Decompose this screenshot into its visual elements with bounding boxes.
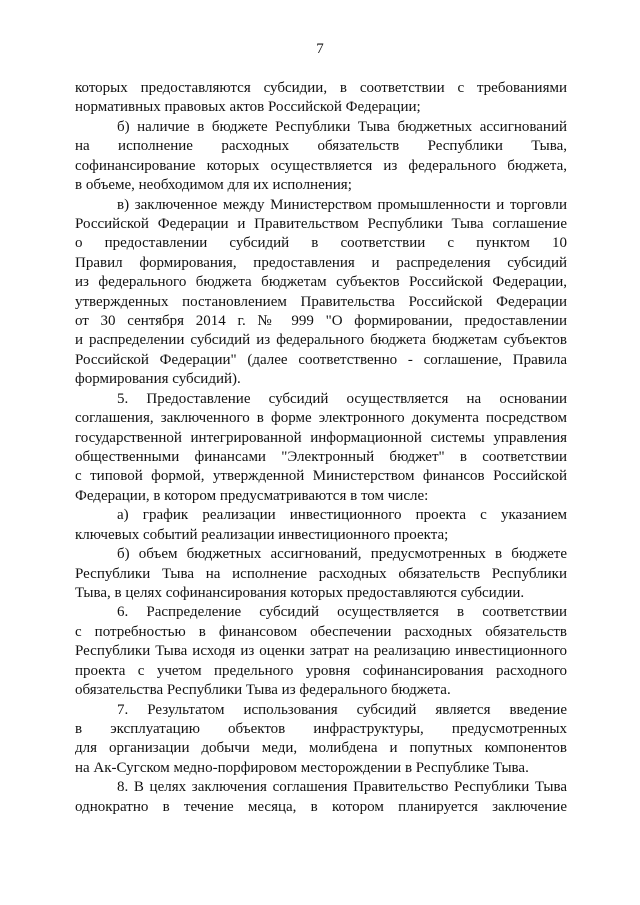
text-line: 8. В целях заключения соглашения Правительство Республики Тыва (117, 779, 567, 796)
text-line: с потребностью в финансовом обеспечении расходных обязательств (75, 623, 567, 640)
text-line: а) график реализации инвестиционного проекта с указанием (117, 507, 567, 524)
text-line: нормативных правовых актов Российской Федерации; (75, 99, 421, 116)
text-line: от 30 сентября 2014 г. № 999 "О формировании, предоставлении (75, 313, 567, 330)
text-line: о предоставлении субсидий в соответствии с пунктом 10 (75, 235, 567, 252)
text-line: формирования субсидий). (75, 371, 241, 388)
text-line: соглашения, заключенного в форме электронного документа посредством (75, 410, 567, 427)
text-line: 7. Результатом использования субсидий является введение (117, 701, 567, 718)
text-line: б) наличие в бюджете Республики Тыва бюджетных ассигнований (117, 118, 567, 135)
text-line: Российской Федерации" (далее соответственно - соглашение, Правила (75, 351, 567, 368)
document-body-text (75, 79, 567, 817)
text-line: из федерального бюджета бюджетам субъектов Российской Федерации, (75, 274, 567, 291)
text-line: которых предоставляются субсидии, в соответствии с требованиями (75, 80, 567, 96)
text-line: в) заключенное между Министерством промышленности и торговли (117, 196, 567, 213)
text-line: б) объем бюджетных ассигнований, предусмотренных в бюджете (117, 546, 567, 563)
text-line: и распределении субсидий из федерального бюджета бюджетам субъектов (75, 332, 567, 349)
text-line: софинансирование которых осуществляется из федерального бюджета, (75, 157, 567, 174)
text-line: Республики Тыва на исполнение расходных обязательств Республики (75, 565, 567, 582)
text-line: с типовой формой, утвержденной Министерством финансов Российской (75, 468, 567, 485)
text-line: ключевых событий реализации инвестиционного проекта; (75, 526, 449, 543)
text-line: Российской Федерации и Правительством Республики Тыва соглашение (75, 215, 567, 232)
text-line: однократно в течение месяца, в котором планируется заключение (75, 798, 567, 815)
page-number: 7 (316, 41, 324, 57)
text-line: Правил формирования, предоставления и распределения субсидий (75, 254, 567, 271)
text-line: на Ак-Сугском медно-порфировом месторождении в Республике Тыва. (75, 759, 529, 776)
text-line: 5. Предоставление субсидий осуществляется на основании (117, 390, 567, 407)
text-line: утвержденных постановлением Правительства Российской Федерации (75, 293, 567, 310)
text-line: 6. Распределение субсидий осуществляется в соответствии (117, 604, 567, 621)
text-line: в эксплуатацию объектов инфраструктуры, предусмотренных (75, 720, 567, 737)
text-line: для организации добычи меди, молибдена и попутных компонентов (75, 740, 567, 757)
text-line: проекта с учетом предельного уровня софинансирования расходного (75, 662, 567, 679)
text-line: в объеме, необходимом для их исполнения; (75, 177, 352, 194)
text-line: Тыва, в целях софинансирования которых предоставляются субсидии. (75, 584, 525, 601)
text-line: общественными финансами "Электронный бюджет" в соответствии (75, 449, 567, 466)
text-line: Республики Тыва исходя из оценки затрат на реализацию инвестиционного (75, 643, 567, 660)
text-line: Федерации, в котором предусматриваются в том числе: (75, 487, 429, 504)
text-line: на исполнение расходных обязательств Республики Тыва, (75, 138, 567, 155)
text-line: обязательства Республики Тыва из федерального бюджета. (75, 682, 451, 699)
text-line: государственной интегрированной информационной системы управления (75, 429, 567, 446)
